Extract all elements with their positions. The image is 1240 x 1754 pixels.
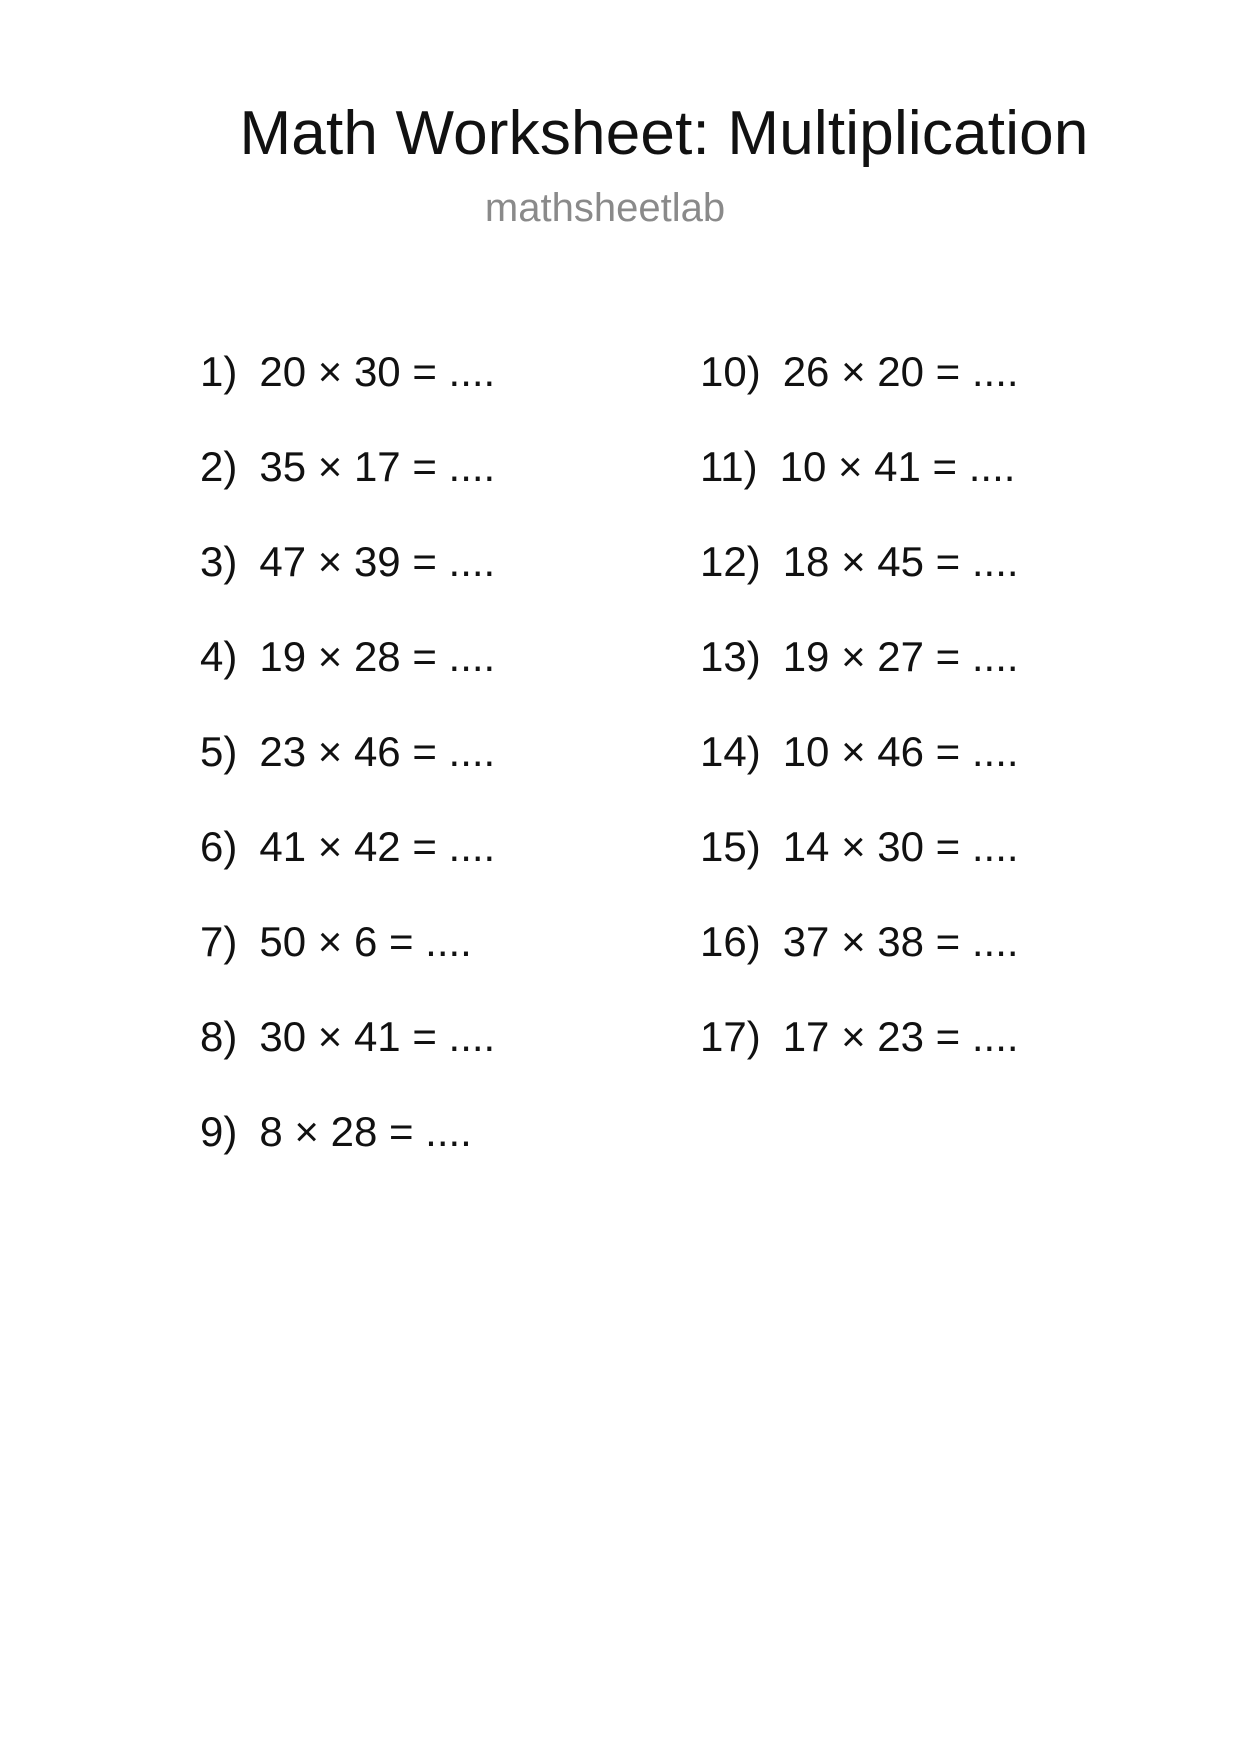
problem-item — [200, 538, 495, 633]
worksheet-subtitle: mathsheetlab — [484, 186, 726, 230]
problem-column-left — [200, 348, 495, 1203]
problem-number: 11) — [700, 443, 758, 490]
problem-number: 9) — [200, 1108, 238, 1155]
problem-item — [200, 1108, 495, 1203]
problem-expression: 30 × 41 = .... — [259, 1013, 496, 1060]
problem-number: 17) — [700, 1013, 761, 1060]
problem-expression: 50 × 6 = .... — [259, 918, 472, 965]
problem-number: 2) — [200, 443, 238, 490]
worksheet-title: Math Worksheet: Multiplication — [239, 99, 1089, 168]
problem-number: 12) — [700, 538, 761, 585]
problem-number: 8) — [200, 1013, 238, 1060]
problem-expression: 41 × 42 = .... — [259, 823, 496, 870]
problem-item — [700, 1013, 1019, 1108]
problem-expression: 35 × 17 = .... — [259, 443, 496, 490]
problem-expression: 19 × 27 = .... — [782, 633, 1019, 680]
problem-expression: 17 × 23 = .... — [782, 1013, 1019, 1060]
problem-item — [200, 633, 495, 728]
problem-number: 6) — [200, 823, 238, 870]
problem-item — [200, 728, 495, 823]
problem-item — [200, 823, 495, 918]
problem-number: 10) — [700, 348, 761, 395]
problem-number: 1) — [200, 348, 238, 395]
problem-number: 14) — [700, 728, 761, 775]
problem-expression: 18 × 45 = .... — [782, 538, 1019, 585]
problem-column-right — [700, 348, 1019, 1108]
problem-expression: 14 × 30 = .... — [782, 823, 1019, 870]
problem-expression: 10 × 41 = .... — [779, 443, 1016, 490]
problem-expression: 19 × 28 = .... — [259, 633, 496, 680]
problem-item — [700, 728, 1019, 823]
problem-number: 7) — [200, 918, 238, 965]
problem-expression: 37 × 38 = .... — [782, 918, 1019, 965]
problem-item — [700, 538, 1019, 633]
problem-item — [700, 823, 1019, 918]
problem-expression: 20 × 30 = .... — [259, 348, 496, 395]
problem-expression: 47 × 39 = .... — [259, 538, 496, 585]
problem-item — [700, 918, 1019, 1013]
problem-item — [200, 443, 495, 538]
problem-expression: 23 × 46 = .... — [259, 728, 496, 775]
problem-number: 15) — [700, 823, 761, 870]
problem-number: 3) — [200, 538, 238, 585]
problem-number: 5) — [200, 728, 238, 775]
problem-item — [200, 348, 495, 443]
problem-number: 13) — [700, 633, 761, 680]
problem-expression: 8 × 28 = .... — [259, 1108, 472, 1155]
problem-item — [200, 918, 495, 1013]
problem-item — [700, 348, 1019, 443]
problem-item — [700, 633, 1019, 728]
problem-expression: 26 × 20 = .... — [782, 348, 1019, 395]
problem-number: 4) — [200, 633, 238, 680]
problem-list — [0, 348, 1240, 1155]
problem-item — [700, 443, 1019, 538]
problem-item — [200, 1013, 495, 1108]
problem-number: 16) — [700, 918, 761, 965]
problem-expression: 10 × 46 = .... — [782, 728, 1019, 775]
